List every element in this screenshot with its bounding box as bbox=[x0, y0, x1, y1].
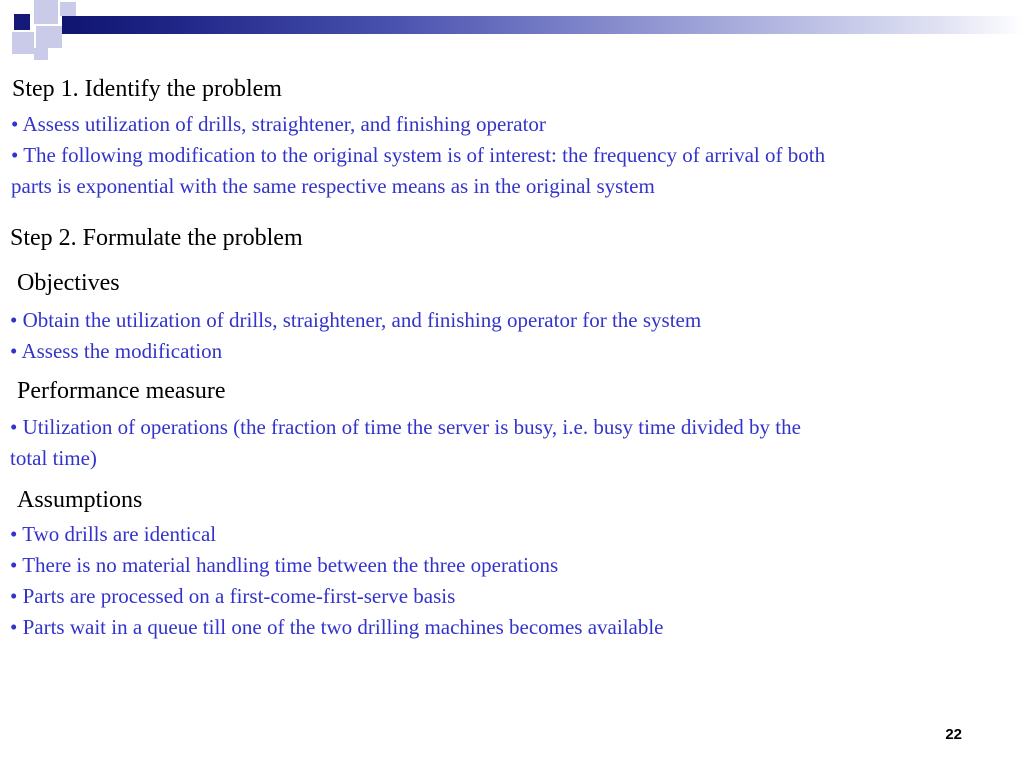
objectives-heading: Objectives bbox=[17, 270, 120, 296]
decor-square-light bbox=[36, 26, 62, 48]
page-number: 22 bbox=[945, 726, 962, 743]
decor-square-light bbox=[12, 32, 34, 54]
assumptions-heading: Assumptions bbox=[17, 487, 143, 513]
list-item: • Two drills are identical bbox=[10, 522, 217, 546]
list-item: • There is no material handling time between the three operations bbox=[10, 553, 559, 577]
title-gradient-bar bbox=[62, 16, 1024, 34]
list-item: total time) bbox=[10, 446, 97, 470]
list-item: parts is exponential with the same respective means as in the original system bbox=[11, 174, 655, 198]
list-item: • Obtain the utilization of drills, straightener, and finishing operator for the system bbox=[10, 308, 702, 332]
decor-square-light bbox=[60, 2, 76, 16]
step1-title: Step 1. Identify the problem bbox=[12, 76, 282, 102]
list-item: • Assess utilization of drills, straightener, and finishing operator bbox=[11, 112, 546, 136]
step2-title: Step 2. Formulate the problem bbox=[10, 225, 303, 251]
decor-square-dark bbox=[14, 14, 30, 30]
assumptions-bullets bbox=[10, 519, 1015, 643]
performance-bullets bbox=[10, 412, 1015, 474]
decor-square-light bbox=[34, 48, 48, 60]
step1-bullets bbox=[11, 109, 1016, 202]
objectives-bullets bbox=[10, 305, 1015, 367]
list-item: • Utilization of operations (the fraction of time the server is busy, i.e. busy time divided by the bbox=[10, 415, 801, 439]
decor-square-light bbox=[34, 0, 58, 24]
list-item: • Parts are processed on a first-come-first-serve basis bbox=[10, 584, 456, 608]
list-item: • Parts wait in a queue till one of the two drilling machines becomes available bbox=[10, 615, 664, 639]
list-item: • The following modification to the original system is of interest: the frequency of arrival of both bbox=[11, 143, 826, 167]
performance-heading: Performance measure bbox=[17, 378, 226, 404]
list-item: • Assess the modification bbox=[10, 339, 223, 363]
